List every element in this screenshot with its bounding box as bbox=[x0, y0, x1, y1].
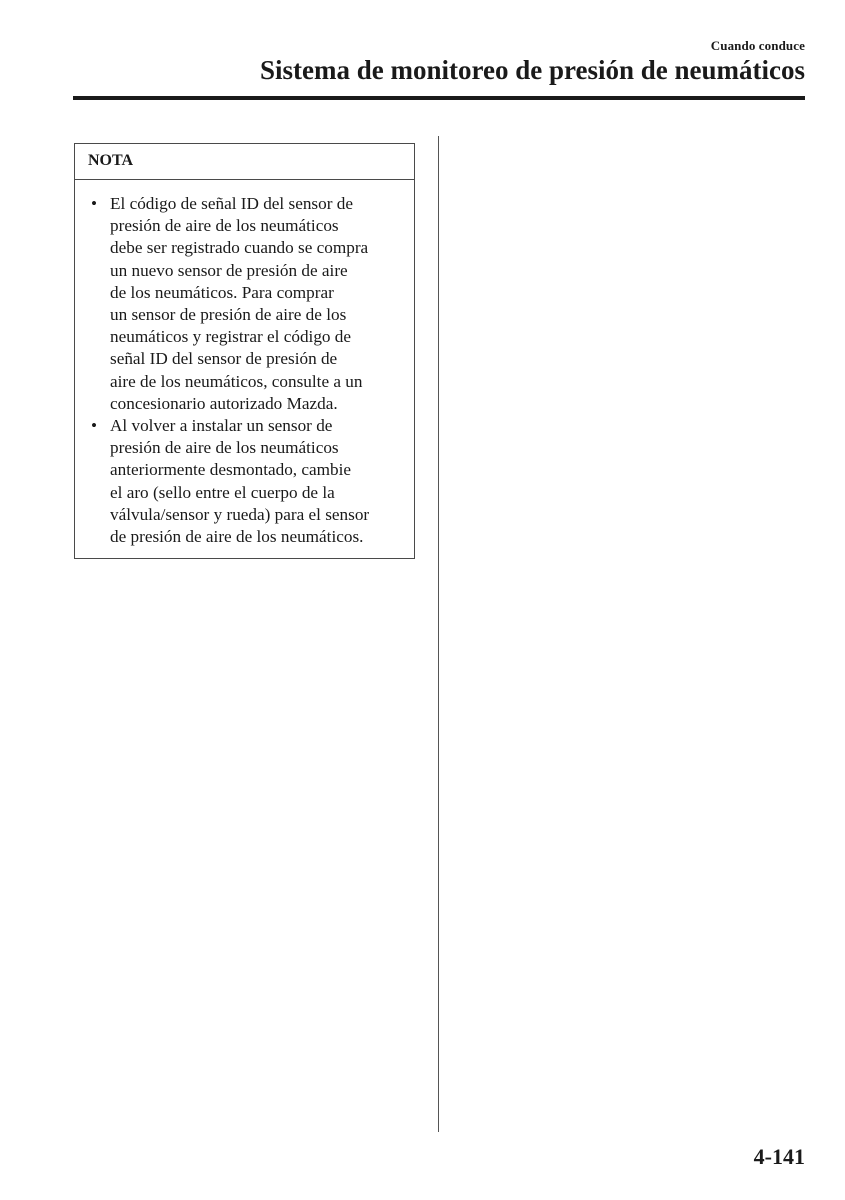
note-line: presión de aire de los neumáticos bbox=[110, 438, 339, 458]
note-line: el aro (sello entre el cuerpo de la bbox=[110, 482, 335, 502]
note-line: de los neumáticos. Para comprar bbox=[110, 282, 334, 302]
note-line: debe ser registrado cuando se compra bbox=[110, 238, 369, 258]
note-heading: NOTA bbox=[75, 144, 414, 180]
note-line: aire de los neumáticos, consulte a un bbox=[110, 371, 363, 391]
note-line: un nuevo sensor de presión de aire bbox=[110, 260, 348, 280]
note-line: válvula/sensor y rueda) para el sensor bbox=[110, 504, 370, 524]
note-item-text bbox=[110, 415, 369, 548]
note-line: concesionario autorizado Mazda. bbox=[110, 393, 338, 413]
column-divider bbox=[438, 136, 439, 1132]
note-line: presión de aire de los neumáticos bbox=[110, 216, 339, 236]
note-list bbox=[75, 180, 414, 548]
note-line: Al volver a instalar un sensor de bbox=[110, 416, 333, 436]
note-line: señal ID del sensor de presión de bbox=[110, 349, 338, 369]
page-title: Sistema de monitoreo de presión de neumáticos bbox=[260, 55, 805, 85]
note-line: neumáticos y registrar el código de bbox=[110, 327, 352, 347]
bullet-icon: • bbox=[91, 194, 98, 213]
note-item-text bbox=[110, 193, 368, 415]
note-item bbox=[88, 193, 408, 415]
bullet-icon: • bbox=[91, 416, 98, 436]
note-line: de presión de aire de los neumáticos. bbox=[110, 527, 364, 547]
note-item bbox=[88, 415, 408, 548]
title-rule bbox=[73, 96, 805, 100]
page-number: 4-141 bbox=[753, 1144, 805, 1169]
section-label: Cuando conduce bbox=[710, 38, 805, 53]
note-box bbox=[74, 143, 415, 559]
note-line: anteriormente desmontado, cambie bbox=[110, 460, 352, 480]
note-line: El código de señal ID del sensor de bbox=[110, 194, 353, 213]
note-line: un sensor de presión de aire de los bbox=[110, 305, 347, 325]
